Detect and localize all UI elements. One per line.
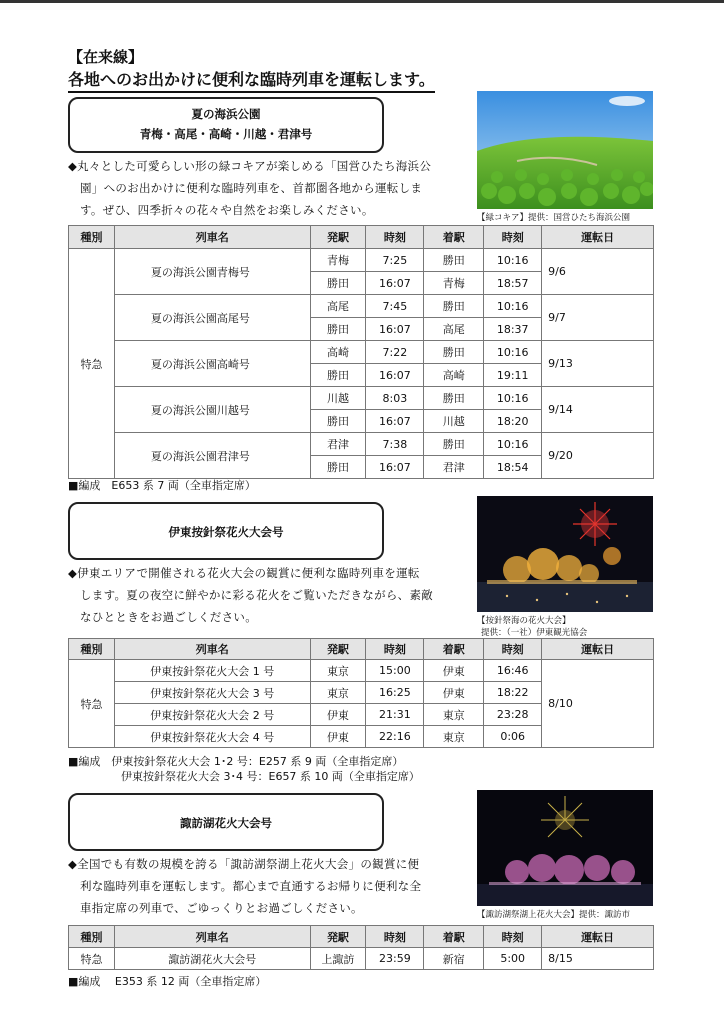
table-row (69, 948, 654, 970)
table-header-row (69, 226, 654, 249)
dep-station: 川越 (310, 387, 366, 410)
train-name: 夏の海浜公園川越号 (114, 387, 310, 433)
dep-station: 勝田 (310, 410, 366, 433)
arr-station: 伊東 (424, 660, 484, 682)
dep-station: 勝田 (310, 318, 366, 341)
dep-station: 伊東 (310, 726, 366, 748)
train-type: 特急 (69, 948, 115, 970)
photo-caption: 【諏訪湖祭湖上花火大会】提供：諏訪市 (477, 910, 631, 920)
column-header: 時刻 (366, 926, 424, 948)
dep-time: 16:25 (366, 682, 424, 704)
arr-time: 16:46 (484, 660, 542, 682)
train-name: 夏の海浜公園高崎号 (114, 341, 310, 387)
arr-time: 10:16 (484, 387, 542, 410)
column-header: 列車名 (114, 639, 310, 660)
desc-line: なひとときをお過ごしください。 (80, 610, 257, 624)
desc-line: ◆伊東エリアで開催される花火大会の観賞に便利な臨時列車を運転 (68, 566, 420, 580)
dep-station: 高崎 (310, 341, 366, 364)
dep-time: 23:59 (366, 948, 424, 970)
description-suwa (68, 853, 473, 919)
arr-station: 勝田 (424, 295, 484, 318)
dep-time: 7:45 (366, 295, 424, 318)
arr-station: 高尾 (424, 318, 484, 341)
table-row (69, 660, 654, 682)
formation-note: ■編成 E653 系 7 両（全車指定席） (68, 479, 256, 492)
top-border (0, 0, 724, 3)
column-header: 運転日 (542, 639, 654, 660)
desc-line: 利な臨時列車を運転します。都心まで直通するお帰りに便利な全 (80, 879, 422, 893)
desc-line: します。夏の夜空に鮮やかに彩る花火をご覧いただきながら、素敵 (80, 588, 434, 602)
train-name-title: 伊東按針祭花火大会号 (168, 525, 284, 539)
table-row (69, 341, 654, 364)
train-name-subtitle: 青梅・高尾・高崎・川越・君津号 (139, 127, 313, 141)
dep-station: 高尾 (310, 295, 366, 318)
photo-caption: 【按針祭海の花火大会】 (477, 616, 571, 626)
arr-time: 10:16 (484, 295, 542, 318)
dep-time: 21:31 (366, 704, 424, 726)
column-header: 種別 (69, 926, 115, 948)
column-header: 列車名 (114, 226, 310, 249)
photo-credit: 提供：（一社）伊東観光協会 (481, 628, 588, 638)
arr-time: 18:37 (484, 318, 542, 341)
timetable-ito (68, 638, 654, 748)
timetable-kaihin (68, 225, 654, 479)
dep-time: 16:07 (366, 410, 424, 433)
run-date: 9/20 (542, 433, 654, 479)
train-name: 伊東按針祭花火大会 1 号 (114, 660, 310, 682)
arr-station: 君津 (424, 456, 484, 479)
run-date: 9/6 (542, 249, 654, 295)
column-header: 時刻 (484, 226, 542, 249)
table-header-row (69, 926, 654, 948)
column-header: 時刻 (366, 226, 424, 249)
dep-time: 16:07 (366, 456, 424, 479)
column-header: 発駅 (310, 926, 366, 948)
desc-line: 園」へのお出かけに便利な臨時列車を、首都圏各地から運転しま (80, 181, 423, 195)
dep-time: 7:25 (366, 249, 424, 272)
description-kaihin (68, 155, 473, 221)
column-header: 時刻 (484, 926, 542, 948)
train-name: 夏の海浜公園高尾号 (114, 295, 310, 341)
suwa-fireworks-photo (477, 790, 653, 906)
photo-caption: 【緑コキア】提供：国営ひたち海浜公園 (477, 213, 631, 223)
arr-station: 青梅 (424, 272, 484, 295)
desc-line: ◆全国でも有数の規模を誇る「諏訪湖祭湖上花火大会」の観賞に便 (68, 857, 420, 871)
dep-station: 勝田 (310, 364, 366, 387)
arr-station: 勝田 (424, 387, 484, 410)
arr-time: 19:11 (484, 364, 542, 387)
column-header: 種別 (69, 226, 115, 249)
desc-line: す。ぜひ、四季折々の花々や自然をお楽しみください。 (80, 203, 374, 217)
arr-time: 18:54 (484, 456, 542, 479)
column-header: 運転日 (542, 926, 654, 948)
run-date: 8/10 (542, 660, 654, 748)
arr-time: 5:00 (484, 948, 542, 970)
arr-time: 10:16 (484, 341, 542, 364)
arr-station: 勝田 (424, 433, 484, 456)
dep-station: 東京 (310, 682, 366, 704)
arr-time: 18:20 (484, 410, 542, 433)
section-label: 【在来線】 (68, 48, 144, 66)
dep-time: 15:00 (366, 660, 424, 682)
train-name: 夏の海浜公園青梅号 (114, 249, 310, 295)
run-date: 9/7 (542, 295, 654, 341)
column-header: 種別 (69, 639, 115, 660)
table-row (69, 433, 654, 456)
arr-station: 勝田 (424, 249, 484, 272)
train-name: 伊東按針祭花火大会 4 号 (114, 726, 310, 748)
formation-note: ■編成 伊東按針祭花火大会 1･2 号：E257 系 9 両（全車指定席） (68, 755, 404, 768)
dep-station: 青梅 (310, 249, 366, 272)
kochia-photo (477, 91, 653, 209)
ito-fireworks-photo (477, 496, 653, 612)
dep-time: 22:16 (366, 726, 424, 748)
arr-time: 18:22 (484, 682, 542, 704)
train-name-title: 夏の海浜公園 (191, 107, 261, 121)
description-ito (68, 562, 473, 628)
train-type: 特急 (69, 249, 115, 479)
formation-note: 伊東按針祭花火大会 3･4 号：E657 系 10 両（全車指定席） (121, 770, 420, 783)
dep-station: 君津 (310, 433, 366, 456)
dep-station: 勝田 (310, 456, 366, 479)
train-name: 伊東按針祭花火大会 2 号 (114, 704, 310, 726)
train-name-box-kaihin (68, 97, 384, 153)
arr-station: 新宿 (424, 948, 484, 970)
arr-time: 18:57 (484, 272, 542, 295)
dep-time: 16:07 (366, 272, 424, 295)
column-header: 着駅 (424, 926, 484, 948)
dep-station: 伊東 (310, 704, 366, 726)
arr-station: 伊東 (424, 682, 484, 704)
train-name: 夏の海浜公園君津号 (114, 433, 310, 479)
run-date: 8/15 (542, 948, 654, 970)
table-row (69, 249, 654, 272)
train-name-title: 諏訪湖花火大会号 (180, 816, 272, 830)
column-header: 着駅 (424, 639, 484, 660)
arr-station: 東京 (424, 704, 484, 726)
table-row (69, 295, 654, 318)
column-header: 着駅 (424, 226, 484, 249)
column-header: 列車名 (114, 926, 310, 948)
column-header: 運転日 (542, 226, 654, 249)
train-type: 特急 (69, 660, 115, 748)
column-header: 時刻 (484, 639, 542, 660)
table-row (69, 387, 654, 410)
timetable-suwa (68, 925, 654, 970)
dep-time: 16:07 (366, 318, 424, 341)
arr-time: 0:06 (484, 726, 542, 748)
dep-time: 8:03 (366, 387, 424, 410)
run-date: 9/13 (542, 341, 654, 387)
arr-time: 10:16 (484, 433, 542, 456)
arr-time: 10:16 (484, 249, 542, 272)
dep-time: 7:38 (366, 433, 424, 456)
train-name: 伊東按針祭花火大会 3 号 (114, 682, 310, 704)
dep-station: 上諏訪 (310, 948, 366, 970)
dep-station: 勝田 (310, 272, 366, 295)
column-header: 発駅 (310, 226, 366, 249)
desc-line: 車指定席の列車で、ごゆっくりとお過ごしください。 (80, 901, 363, 915)
formation-note: ■編成 E353 系 12 両（全車指定席） (68, 975, 267, 988)
table-header-row (69, 639, 654, 660)
dep-time: 7:22 (366, 341, 424, 364)
arr-station: 勝田 (424, 341, 484, 364)
desc-line: ◆丸々とした可愛らしい形の緑コキアが楽しめる「国営ひたち海浜公 (68, 159, 432, 173)
train-name-box-ito (68, 502, 384, 560)
arr-station: 川越 (424, 410, 484, 433)
dep-time: 16:07 (366, 364, 424, 387)
column-header: 発駅 (310, 639, 366, 660)
train-name: 諏訪湖花火大会号 (114, 948, 310, 970)
arr-station: 高崎 (424, 364, 484, 387)
dep-station: 東京 (310, 660, 366, 682)
arr-time: 23:28 (484, 704, 542, 726)
train-name-box-suwa (68, 793, 384, 851)
column-header: 時刻 (366, 639, 424, 660)
page-headline: 各地へのお出かけに便利な臨時列車を運転します。 (68, 67, 435, 93)
run-date: 9/14 (542, 387, 654, 433)
arr-station: 東京 (424, 726, 484, 748)
